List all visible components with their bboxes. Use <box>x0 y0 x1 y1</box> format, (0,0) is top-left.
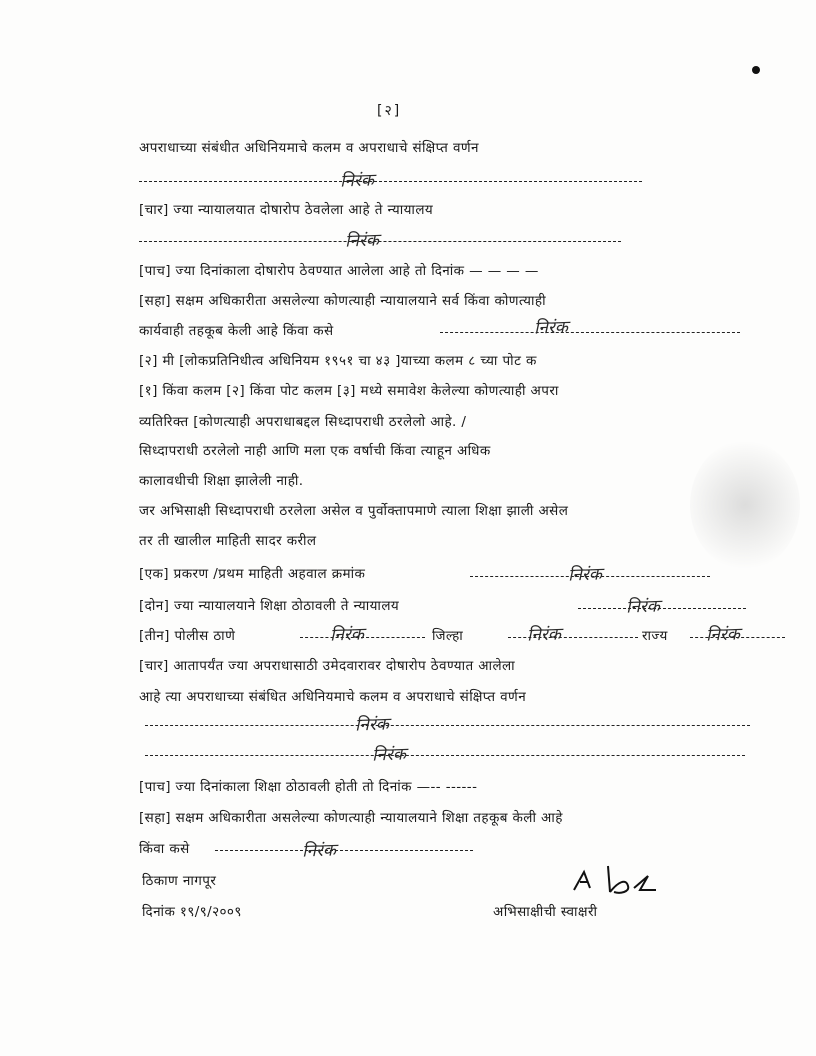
handwritten-nil: निरंक <box>329 624 365 646</box>
text-line-13: [एक] प्रकरण /प्रथम माहिती अहवाल क्रमांक <box>139 566 366 582</box>
dashed-rule <box>145 725 750 726</box>
handwritten-nil: निरंक <box>526 624 562 646</box>
signature-mark <box>568 860 698 904</box>
text-line-14: [दोन] ज्या न्यायालयाने शिक्षा ठोठावली ते न्यायालय <box>139 598 400 614</box>
text-line-12: तर ती खालील माहिती सादर करील <box>139 533 317 549</box>
handwritten-nil: निरंक <box>567 564 603 586</box>
text-line-8: व्यतिरिक्त [कोणत्याही अपराधाबद्दल सिध्दापराधी ठरलेलो आहे. / <box>139 414 467 430</box>
text-line-15c: राज्य <box>642 628 668 644</box>
handwritten-nil: निरंक <box>301 840 337 862</box>
handwritten-nil: निरंक <box>344 230 380 252</box>
text-line-15b: जिल्हा <box>432 628 464 644</box>
place-line: ठिकाण नागपूर <box>142 873 217 889</box>
dashed-rule <box>440 332 740 333</box>
handwritten-nil: निरंक <box>625 596 661 618</box>
text-line-7: [१] किंवा कलम [२] किंवा पोट कलम [३] मध्ये समावेश केलेल्या कोणत्याही अपरा <box>139 383 559 399</box>
stamp-smudge <box>690 440 800 570</box>
handwritten-nil: निरंक <box>354 714 390 736</box>
text-line-5: कार्यवाही तहकूब केली आहे किंवा कसे <box>139 323 334 339</box>
text-line-20: किंवा कसे <box>139 841 190 857</box>
text-line-6: [२] मी [लोकप्रतिनिधीत्व अधिनियम १९५१ चा ४३ ]याच्या कलम ८ च्या पोट क <box>139 353 537 369</box>
text-line-19: [सहा] सक्षम अधिकारीता असलेल्या कोणत्याही न्यायालयाने शिक्षा तहकूब केली आहे <box>139 810 563 826</box>
handwritten-nil: निरंक <box>371 744 407 766</box>
text-line-10: कालावधीची शिक्षा झालेली नाही. <box>139 473 304 489</box>
ink-dot <box>752 66 760 74</box>
text-line-3: [पाच] ज्या दिनांकाला दोषारोप ठेवण्यात आलेला आहे तो दिनांक — — — — <box>139 263 539 279</box>
dashed-rule <box>578 608 746 609</box>
dashed-rule <box>139 241 621 242</box>
text-line-16: [चार] आतापर्यंत ज्या अपराधासाठी उमेदवारावर दोषारोप ठेवण्यात आलेला <box>139 658 516 674</box>
text-line-18: [पाच] ज्या दिनांकाला शिक्षा ठोठावली होती तो दिनांक —-- ------ <box>139 779 478 795</box>
handwritten-nil: निरंक <box>533 317 569 339</box>
text-line-11: जर अभिसाक्षी सिध्दापराधी ठरलेला असेल व पुर्वोक्तापमाणे त्याला शिक्षा झाली असेल <box>139 503 569 519</box>
handwritten-nil: निरंक <box>339 170 375 192</box>
signature-drawing <box>568 860 698 900</box>
text-line-15a: [तीन] पोलीस ठाणे <box>139 628 236 644</box>
handwritten-nil: निरंक <box>705 624 741 646</box>
text-line-1: अपराधाच्या संबंधीत अधिनियमाचे कलम व अपराधाचे संक्षिप्त वर्णन <box>139 140 479 156</box>
text-line-17: आहे त्या अपराधाच्या संबंधित अधिनियमाचे कलम व अपराधाचे संक्षिप्त वर्णन <box>139 689 527 705</box>
dashed-rule <box>215 850 473 851</box>
signature-caption: अभिसाक्षीची स्वाक्षरी <box>493 904 598 920</box>
date-line: दिनांक १९/९/२००९ <box>142 904 242 920</box>
text-line-2: [चार] ज्या न्यायालयात दोषारोप ठेवलेला आहे ते न्यायालय <box>139 202 434 218</box>
text-line-9: सिध्दापराधी ठरलेलो नाही आणि मला एक वर्षाची किंवा त्याहून अधिक <box>139 443 491 459</box>
dashed-rule <box>139 181 642 182</box>
page-number: [२] <box>377 103 402 119</box>
dashed-rule <box>145 755 745 756</box>
text-line-4: [सहा] सक्षम अधिकारीता असलेल्या कोणत्याही न्यायालयाने सर्व किंवा कोणत्याही <box>139 293 546 309</box>
